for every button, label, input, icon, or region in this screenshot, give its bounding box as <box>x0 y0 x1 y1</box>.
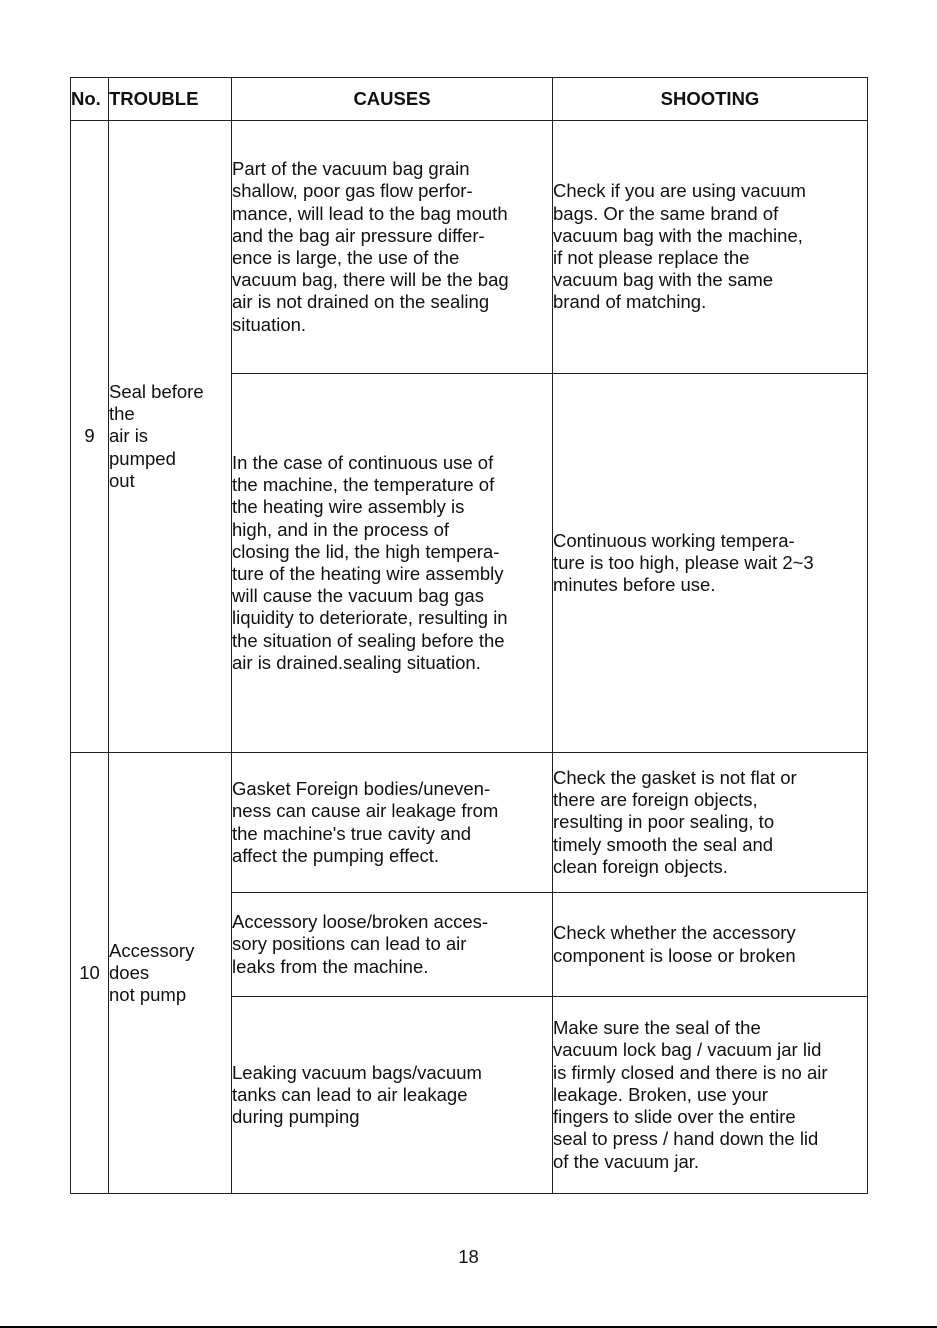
header-shooting: SHOOTING <box>553 78 868 121</box>
header-causes: CAUSES <box>232 78 553 121</box>
page-number: 18 <box>458 1246 479 1267</box>
table-row <box>71 753 868 893</box>
troubleshooting-table <box>70 77 868 1194</box>
trouble-description: Seal before the air is pumped out <box>109 121 232 753</box>
shooting-text: Check the gasket is not flat or there are foreign objects, resulting in poor sealing, to timely smooth the seal and clean foreign objects. <box>553 753 868 893</box>
table-header-row <box>71 78 868 121</box>
cause-text: Leaking vacuum bags/vacuum tanks can lead to air leakage during pumping <box>232 997 553 1194</box>
cause-text: Part of the vacuum bag grain shallow, poor gas flow perfor- mance, will lead to the bag mouth and the bag air pressure differ- ence is large, the use of the vacuum bag, there will be the bag air is not drained on the sealing situation. <box>232 121 553 374</box>
row-number: 9 <box>71 121 109 753</box>
header-no: No. <box>71 78 109 121</box>
cause-text: In the case of continuous use of the machine, the temperature of the heating wire assembly is high, and in the process of closing the lid, the high tempera- ture of the heating wire assembly will cause the vacuum bag gas liquidity to deteriorate, resulting in the situation of sealing before the air is drained.sealing situation. <box>232 374 553 753</box>
row-number: 10 <box>71 753 109 1194</box>
header-trouble: TROUBLE <box>109 78 232 121</box>
shooting-text: Make sure the seal of the vacuum lock bag / vacuum jar lid is firmly closed and there is no air leakage. Broken, use your fingers to slide over the entire seal to press / hand down the lid of the vacuum jar. <box>553 997 868 1194</box>
trouble-description: Accessory does not pump <box>109 753 232 1194</box>
table-row <box>71 121 868 374</box>
cause-text: Gasket Foreign bodies/uneven- ness can cause air leakage from the machine's true cavity and affect the pumping effect. <box>232 753 553 893</box>
shooting-text: Check if you are using vacuum bags. Or the same brand of vacuum bag with the machine, if not please replace the vacuum bag with the same brand of matching. <box>553 121 868 374</box>
cause-text: Accessory loose/broken acces- sory positions can lead to air leaks from the machine. <box>232 893 553 997</box>
shooting-text: Check whether the accessory component is loose or broken <box>553 893 868 997</box>
shooting-text: Continuous working tempera- ture is too high, please wait 2~3 minutes before use. <box>553 374 868 753</box>
